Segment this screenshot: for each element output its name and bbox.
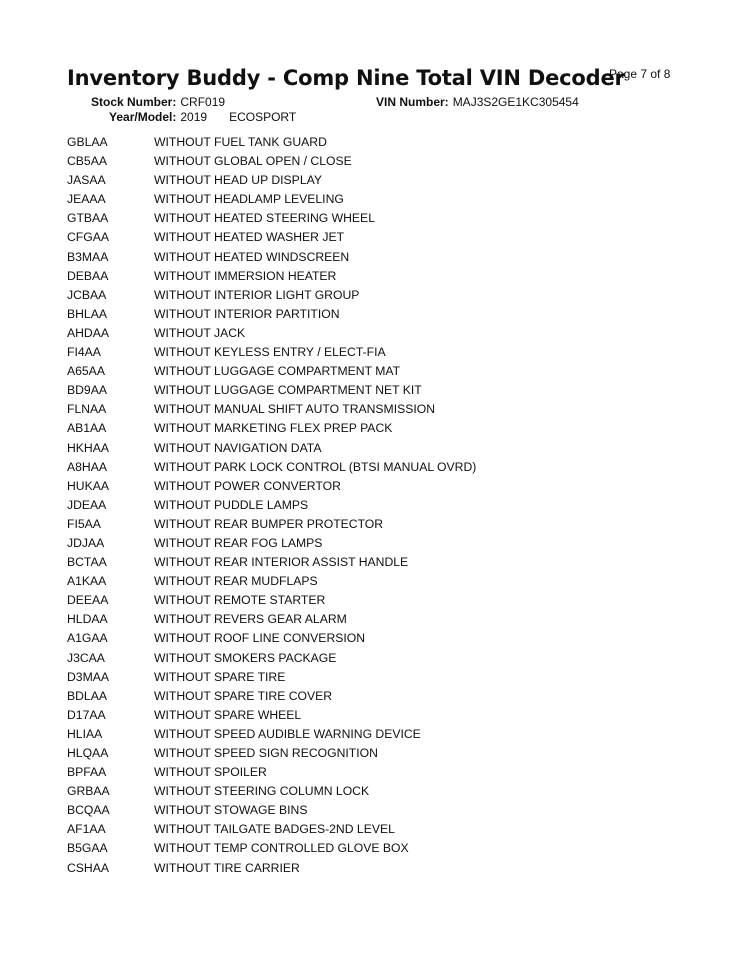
- option-code: CB5AA: [67, 154, 107, 169]
- option-code: A8HAA: [67, 459, 107, 474]
- vin-number-field: [376, 95, 579, 109]
- option-code: HLQAA: [67, 746, 109, 760]
- option-code: AHDAA: [67, 325, 109, 340]
- option-description: WITHOUT INTERIOR LIGHT GROUP: [154, 287, 360, 302]
- option-row: [67, 629, 687, 648]
- option-code: A65AA: [67, 364, 105, 379]
- option-row: [67, 687, 687, 706]
- option-row: [67, 343, 687, 362]
- option-row: [67, 763, 687, 782]
- option-row: [67, 515, 687, 534]
- option-row: [67, 477, 687, 496]
- option-code: BDLAA: [67, 688, 107, 703]
- stock-number-label: Stock Number:: [91, 95, 177, 109]
- option-row: [67, 400, 687, 419]
- option-row: [67, 649, 687, 668]
- option-row: [67, 209, 687, 228]
- model-value: ECOSPORT: [229, 110, 297, 124]
- option-description: WITHOUT STEERING COLUMN LOCK: [154, 784, 370, 799]
- option-code: AF1AA: [67, 822, 106, 837]
- year-model-label: Year/Model:: [109, 110, 177, 124]
- option-code: BCQAA: [67, 803, 110, 818]
- page-number: Page 7 of 8: [609, 67, 671, 81]
- option-description: WITHOUT FUEL TANK GUARD: [154, 135, 327, 149]
- option-description: WITHOUT IMMERSION HEATER: [154, 268, 337, 283]
- option-description: WITHOUT HEATED WINDSCREEN: [154, 249, 350, 264]
- option-code: A1KAA: [67, 574, 107, 589]
- option-row: [67, 152, 687, 171]
- option-row: [67, 190, 687, 209]
- option-description: WITHOUT MANUAL SHIFT AUTO TRANSMISSION: [154, 402, 436, 417]
- option-row: [67, 859, 687, 878]
- option-description: WITHOUT ROOF LINE CONVERSION: [154, 631, 366, 646]
- option-code: HLIAA: [67, 726, 103, 741]
- option-description: WITHOUT PUDDLE LAMPS: [154, 497, 309, 512]
- option-row: [67, 458, 687, 477]
- option-row: [67, 171, 687, 190]
- option-row: [67, 572, 687, 591]
- option-description: WITHOUT LUGGAGE COMPARTMENT MAT: [154, 364, 401, 379]
- option-row: [67, 801, 687, 820]
- year-value: 2019: [180, 110, 208, 124]
- option-description: WITHOUT SPARE TIRE: [154, 669, 286, 684]
- option-code: DEBAA: [67, 268, 109, 283]
- option-code: B3MAA: [67, 249, 109, 264]
- option-code: GTBAA: [67, 211, 109, 226]
- option-description: WITHOUT GLOBAL OPEN / CLOSE: [154, 154, 352, 169]
- option-code: HLDAA: [67, 612, 108, 627]
- option-code: B5GAA: [67, 841, 108, 856]
- option-description: WITHOUT SMOKERS PACKAGE: [154, 650, 337, 665]
- option-description: WITHOUT HEADLAMP LEVELING: [154, 192, 344, 207]
- option-description: WITHOUT MARKETING FLEX PREP PACK: [154, 421, 393, 436]
- option-code-list: [67, 133, 687, 878]
- option-row: [67, 534, 687, 553]
- option-row: [67, 286, 687, 305]
- option-row: [67, 668, 687, 687]
- option-row: [67, 820, 687, 839]
- option-description: WITHOUT HEATED WASHER JET: [154, 230, 345, 245]
- option-description: WITHOUT REMOTE STARTER: [154, 593, 326, 608]
- option-description: WITHOUT REAR INTERIOR ASSIST HANDLE: [154, 555, 409, 570]
- option-row: [67, 439, 687, 458]
- option-row: [67, 496, 687, 515]
- option-row: [67, 228, 687, 247]
- option-description: WITHOUT SPOILER: [154, 765, 267, 780]
- stock-number-value: CRF019: [180, 95, 226, 109]
- option-row: [67, 419, 687, 438]
- option-code: JEAAA: [67, 192, 106, 207]
- option-code: A1GAA: [67, 631, 108, 646]
- option-code: FLNAA: [67, 402, 107, 417]
- option-code: HUKAA: [67, 478, 109, 493]
- option-description: WITHOUT REAR FOG LAMPS: [154, 535, 323, 550]
- vin-number-label: VIN Number:: [376, 95, 449, 109]
- option-description: WITHOUT KEYLESS ENTRY / ELECT-FIA: [154, 345, 386, 360]
- option-code: FI5AA: [67, 516, 101, 531]
- option-row: [67, 610, 687, 629]
- option-description: WITHOUT SPEED AUDIBLE WARNING DEVICE: [154, 726, 421, 741]
- option-row: [67, 744, 687, 763]
- option-row: [67, 591, 687, 610]
- option-code: D17AA: [67, 707, 106, 722]
- option-row: [67, 324, 687, 343]
- option-description: WITHOUT REAR BUMPER PROTECTOR: [154, 516, 384, 531]
- option-code: DEEAA: [67, 593, 109, 608]
- option-description: WITHOUT REAR MUDFLAPS: [154, 574, 318, 589]
- option-row: [67, 362, 687, 381]
- option-description: WITHOUT SPARE TIRE COVER: [154, 688, 333, 703]
- option-code: BPFAA: [67, 765, 107, 780]
- option-code: JDEAA: [67, 497, 107, 512]
- option-description: WITHOUT TEMP CONTROLLED GLOVE BOX: [154, 841, 409, 856]
- option-row: [67, 839, 687, 858]
- option-code: J3CAA: [67, 650, 105, 665]
- option-code: JCBAA: [67, 287, 107, 302]
- option-code: BCTAA: [67, 555, 107, 570]
- option-row: [67, 553, 687, 572]
- option-description: WITHOUT TIRE CARRIER: [154, 860, 300, 875]
- option-row: [67, 725, 687, 744]
- option-description: WITHOUT HEAD UP DISPLAY: [154, 173, 322, 188]
- option-code: GBLAA: [67, 135, 108, 149]
- option-row: [67, 248, 687, 267]
- option-description: WITHOUT SPARE WHEEL: [154, 707, 302, 722]
- option-code: FI4AA: [67, 345, 101, 360]
- option-code: HKHAA: [67, 440, 109, 455]
- vin-number-value: MAJ3S2GE1KC305454: [452, 95, 579, 109]
- option-description: WITHOUT TAILGATE BADGES-2ND LEVEL: [154, 822, 395, 837]
- option-code: BD9AA: [67, 383, 107, 398]
- option-row: [67, 267, 687, 286]
- option-code: CSHAA: [67, 860, 109, 875]
- option-description: WITHOUT HEATED STEERING WHEEL: [154, 211, 375, 226]
- option-code: JASAA: [67, 173, 106, 188]
- option-description: WITHOUT INTERIOR PARTITION: [154, 306, 340, 321]
- option-description: WITHOUT NAVIGATION DATA: [154, 440, 322, 455]
- option-row: [67, 782, 687, 801]
- option-description: WITHOUT LUGGAGE COMPARTMENT NET KIT: [154, 383, 422, 398]
- option-description: WITHOUT JACK: [154, 325, 246, 340]
- option-code: JDJAA: [67, 535, 105, 550]
- year-model-field: [109, 110, 296, 124]
- option-description: WITHOUT POWER CONVERTOR: [154, 478, 341, 493]
- option-row: [67, 133, 687, 152]
- option-code: CFGAA: [67, 230, 109, 245]
- option-description: WITHOUT PARK LOCK CONTROL (BTSI MANUAL OVRD): [154, 459, 477, 474]
- option-code: GRBAA: [67, 784, 110, 799]
- option-row: [67, 706, 687, 725]
- option-description: WITHOUT STOWAGE BINS: [154, 803, 308, 818]
- option-code: D3MAA: [67, 669, 109, 684]
- option-description: WITHOUT SPEED SIGN RECOGNITION: [154, 746, 378, 760]
- stock-number-field: [91, 95, 225, 109]
- option-row: [67, 381, 687, 400]
- option-code: AB1AA: [67, 421, 107, 436]
- page-title: Inventory Buddy - Comp Nine Total VIN Decoder: [67, 66, 625, 90]
- option-row: [67, 305, 687, 324]
- option-code: BHLAA: [67, 306, 107, 321]
- option-description: WITHOUT REVERS GEAR ALARM: [154, 612, 347, 627]
